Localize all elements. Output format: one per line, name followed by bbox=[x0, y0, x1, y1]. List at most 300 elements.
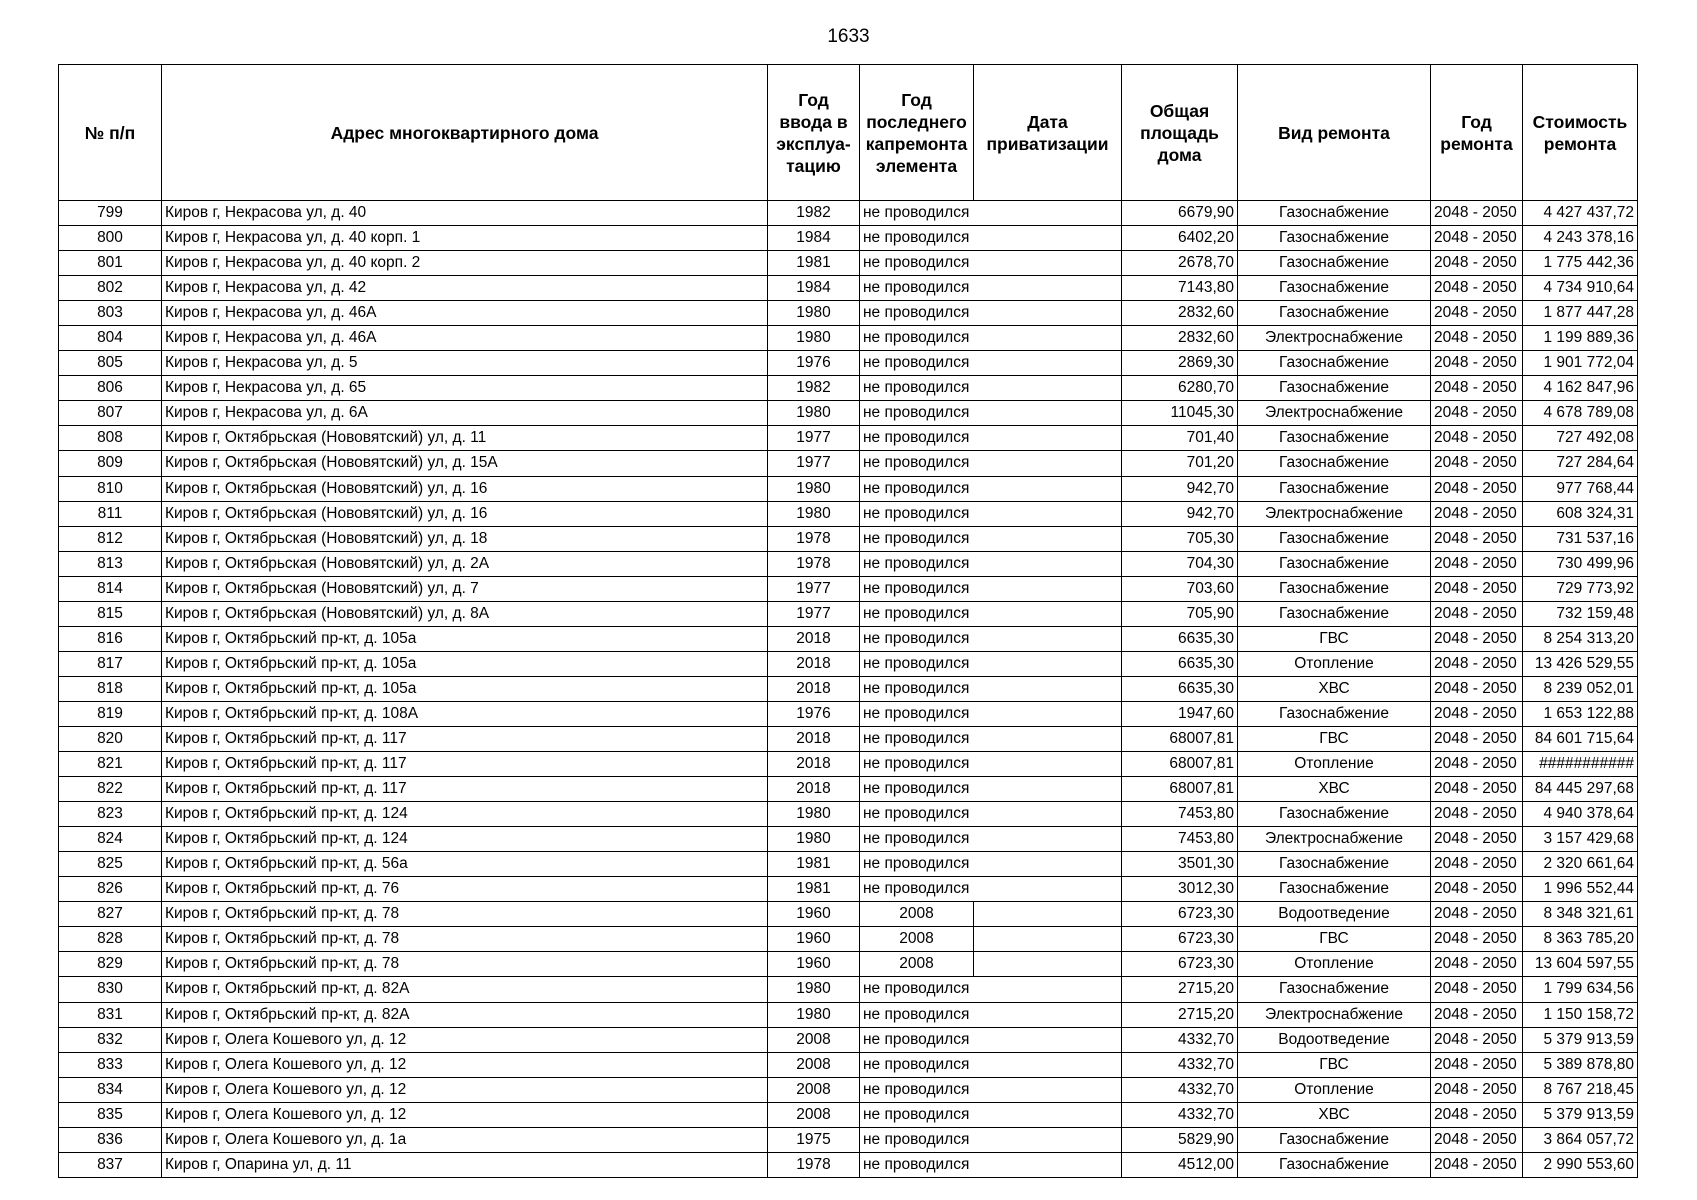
cell-repair-type: Газоснабжение bbox=[1238, 877, 1431, 902]
cell-repair-type: ГВС bbox=[1238, 626, 1431, 651]
cell-area: 6679,90 bbox=[1122, 201, 1238, 226]
cell-last-repair: не проводился bbox=[860, 1077, 974, 1102]
table-row bbox=[59, 726, 1638, 751]
cell-privatization bbox=[974, 1102, 1122, 1127]
table-row bbox=[59, 927, 1638, 952]
cell-year-built: 1978 bbox=[768, 551, 860, 576]
table-row bbox=[59, 852, 1638, 877]
cell-address: Киров г, Октябрьский пр-кт, д. 82А bbox=[162, 1002, 768, 1027]
table-row bbox=[59, 576, 1638, 601]
table-row bbox=[59, 977, 1638, 1002]
cell-address: Киров г, Октябрьский пр-кт, д. 56а bbox=[162, 852, 768, 877]
cell-area: 6635,30 bbox=[1122, 676, 1238, 701]
cell-cost: 84 445 297,68 bbox=[1523, 777, 1638, 802]
table-row bbox=[59, 651, 1638, 676]
cell-year-built: 1984 bbox=[768, 226, 860, 251]
cell-cost: 1 799 634,56 bbox=[1523, 977, 1638, 1002]
cell-address: Киров г, Олега Кошевого ул, д. 12 bbox=[162, 1052, 768, 1077]
cell-area: 942,70 bbox=[1122, 501, 1238, 526]
cell-last-repair: не проводился bbox=[860, 351, 974, 376]
cell-year-built: 1980 bbox=[768, 802, 860, 827]
cell-year-built: 2018 bbox=[768, 777, 860, 802]
cell-area: 7453,80 bbox=[1122, 802, 1238, 827]
cell-area: 6635,30 bbox=[1122, 651, 1238, 676]
table-row bbox=[59, 476, 1638, 501]
cell-address: Киров г, Октябрьский пр-кт, д. 117 bbox=[162, 777, 768, 802]
cell-repair-type: Отопление bbox=[1238, 651, 1431, 676]
cell-address: Киров г, Октябрьская (Нововятский) ул, д. 11 bbox=[162, 426, 768, 451]
cell-repair-type: Газоснабжение bbox=[1238, 852, 1431, 877]
cell-cost: 4 243 378,16 bbox=[1523, 226, 1638, 251]
cell-repair-year: 2048 - 2050 bbox=[1431, 1127, 1523, 1152]
cell-repair-year: 2048 - 2050 bbox=[1431, 251, 1523, 276]
cell-area: 3012,30 bbox=[1122, 877, 1238, 902]
cell-repair-type: Водоотведение bbox=[1238, 902, 1431, 927]
cell-year-built: 1960 bbox=[768, 927, 860, 952]
cell-cost: 1 653 122,88 bbox=[1523, 701, 1638, 726]
cell-cost: 727 284,64 bbox=[1523, 451, 1638, 476]
cell-num: 823 bbox=[59, 802, 162, 827]
cell-area: 6402,20 bbox=[1122, 226, 1238, 251]
cell-year-built: 1980 bbox=[768, 401, 860, 426]
cell-privatization bbox=[974, 1127, 1122, 1152]
cell-area: 4332,70 bbox=[1122, 1077, 1238, 1102]
cell-year-built: 1980 bbox=[768, 977, 860, 1002]
cell-area: 6723,30 bbox=[1122, 927, 1238, 952]
cell-privatization bbox=[974, 451, 1122, 476]
cell-last-repair: не проводился bbox=[860, 827, 974, 852]
page-number: 1633 bbox=[827, 26, 870, 47]
cell-year-built: 1982 bbox=[768, 201, 860, 226]
cell-num: 837 bbox=[59, 1152, 162, 1177]
cell-num: 832 bbox=[59, 1027, 162, 1052]
cell-last-repair: не проводился bbox=[860, 251, 974, 276]
cell-address: Киров г, Октябрьская (Нововятский) ул, д. 15А bbox=[162, 451, 768, 476]
header-cost: Стоимость ремонта bbox=[1523, 65, 1638, 201]
cell-last-repair: не проводился bbox=[860, 676, 974, 701]
cell-address: Киров г, Октябрьский пр-кт, д. 105а bbox=[162, 626, 768, 651]
cell-repair-year: 2048 - 2050 bbox=[1431, 701, 1523, 726]
cell-last-repair: не проводился bbox=[860, 551, 974, 576]
cell-num: 831 bbox=[59, 1002, 162, 1027]
cell-year-built: 1980 bbox=[768, 501, 860, 526]
cell-last-repair: 2008 bbox=[860, 952, 974, 977]
cell-privatization bbox=[974, 351, 1122, 376]
cell-privatization bbox=[974, 601, 1122, 626]
cell-area: 2832,60 bbox=[1122, 301, 1238, 326]
cell-num: 806 bbox=[59, 376, 162, 401]
cell-num: 829 bbox=[59, 952, 162, 977]
cell-repair-year: 2048 - 2050 bbox=[1431, 1152, 1523, 1177]
cell-num: 827 bbox=[59, 902, 162, 927]
cell-year-built: 1977 bbox=[768, 576, 860, 601]
cell-year-built: 1977 bbox=[768, 426, 860, 451]
cell-num: 807 bbox=[59, 401, 162, 426]
cell-repair-type: ГВС bbox=[1238, 1052, 1431, 1077]
cell-year-built: 2018 bbox=[768, 651, 860, 676]
cell-cost: 2 990 553,60 bbox=[1523, 1152, 1638, 1177]
cell-num: 822 bbox=[59, 777, 162, 802]
cell-repair-year: 2048 - 2050 bbox=[1431, 1102, 1523, 1127]
cell-repair-type: Газоснабжение bbox=[1238, 226, 1431, 251]
cell-last-repair: 2008 bbox=[860, 927, 974, 952]
cell-cost: 727 492,08 bbox=[1523, 426, 1638, 451]
cell-num: 834 bbox=[59, 1077, 162, 1102]
cell-year-built: 1981 bbox=[768, 852, 860, 877]
cell-num: 828 bbox=[59, 927, 162, 952]
cell-cost: 1 877 447,28 bbox=[1523, 301, 1638, 326]
cell-address: Киров г, Октябрьская (Нововятский) ул, д. 18 bbox=[162, 526, 768, 551]
cell-repair-type: Газоснабжение bbox=[1238, 1127, 1431, 1152]
cell-address: Киров г, Олега Кошевого ул, д. 12 bbox=[162, 1102, 768, 1127]
cell-repair-year: 2048 - 2050 bbox=[1431, 501, 1523, 526]
table-row bbox=[59, 902, 1638, 927]
cell-address: Киров г, Некрасова ул, д. 42 bbox=[162, 276, 768, 301]
table-row bbox=[59, 1102, 1638, 1127]
cell-address: Киров г, Некрасова ул, д. 40 bbox=[162, 201, 768, 226]
cell-privatization bbox=[974, 551, 1122, 576]
cell-address: Киров г, Октябрьский пр-кт, д. 78 bbox=[162, 952, 768, 977]
cell-address: Киров г, Октябрьский пр-кт, д. 124 bbox=[162, 827, 768, 852]
cell-num: 816 bbox=[59, 626, 162, 651]
cell-address: Киров г, Октябрьский пр-кт, д. 82А bbox=[162, 977, 768, 1002]
cell-last-repair: не проводился bbox=[860, 752, 974, 777]
cell-address: Киров г, Октябрьская (Нововятский) ул, д. 16 bbox=[162, 476, 768, 501]
cell-last-repair: не проводился bbox=[860, 1027, 974, 1052]
cell-repair-type: Газоснабжение bbox=[1238, 251, 1431, 276]
cell-repair-year: 2048 - 2050 bbox=[1431, 626, 1523, 651]
cell-area: 68007,81 bbox=[1122, 777, 1238, 802]
cell-repair-type: Газоснабжение bbox=[1238, 977, 1431, 1002]
cell-cost: 608 324,31 bbox=[1523, 501, 1638, 526]
cell-address: Киров г, Октябрьская (Нововятский) ул, д. 16 bbox=[162, 501, 768, 526]
cell-year-built: 1976 bbox=[768, 351, 860, 376]
cell-cost: ########### bbox=[1523, 752, 1638, 777]
cell-last-repair: не проводился bbox=[860, 201, 974, 226]
cell-privatization bbox=[974, 877, 1122, 902]
cell-address: Киров г, Октябрьский пр-кт, д. 124 bbox=[162, 802, 768, 827]
cell-last-repair: не проводился bbox=[860, 476, 974, 501]
cell-address: Киров г, Октябрьская (Нововятский) ул, д. 8А bbox=[162, 601, 768, 626]
table-row bbox=[59, 1027, 1638, 1052]
cell-year-built: 2008 bbox=[768, 1052, 860, 1077]
cell-repair-year: 2048 - 2050 bbox=[1431, 952, 1523, 977]
table-row bbox=[59, 301, 1638, 326]
cell-repair-type: Отопление bbox=[1238, 952, 1431, 977]
cell-cost: 84 601 715,64 bbox=[1523, 726, 1638, 751]
cell-num: 815 bbox=[59, 601, 162, 626]
cell-num: 830 bbox=[59, 977, 162, 1002]
cell-cost: 4 734 910,64 bbox=[1523, 276, 1638, 301]
cell-cost: 4 427 437,72 bbox=[1523, 201, 1638, 226]
cell-repair-type: Газоснабжение bbox=[1238, 601, 1431, 626]
cell-cost: 8 767 218,45 bbox=[1523, 1077, 1638, 1102]
cell-area: 703,60 bbox=[1122, 576, 1238, 601]
cell-year-built: 2008 bbox=[768, 1077, 860, 1102]
cell-last-repair: не проводился bbox=[860, 701, 974, 726]
cell-area: 705,30 bbox=[1122, 526, 1238, 551]
cell-repair-year: 2048 - 2050 bbox=[1431, 927, 1523, 952]
cell-repair-year: 2048 - 2050 bbox=[1431, 777, 1523, 802]
cell-last-repair: не проводился bbox=[860, 1102, 974, 1127]
cell-area: 4332,70 bbox=[1122, 1027, 1238, 1052]
cell-last-repair: не проводился bbox=[860, 1127, 974, 1152]
cell-last-repair: не проводился bbox=[860, 802, 974, 827]
cell-area: 704,30 bbox=[1122, 551, 1238, 576]
cell-cost: 13 604 597,55 bbox=[1523, 952, 1638, 977]
cell-privatization bbox=[974, 977, 1122, 1002]
table-row bbox=[59, 877, 1638, 902]
cell-address: Киров г, Некрасова ул, д. 46А bbox=[162, 326, 768, 351]
cell-area: 3501,30 bbox=[1122, 852, 1238, 877]
cell-num: 824 bbox=[59, 827, 162, 852]
cell-area: 6280,70 bbox=[1122, 376, 1238, 401]
cell-year-built: 1977 bbox=[768, 451, 860, 476]
table-row bbox=[59, 952, 1638, 977]
cell-repair-type: Газоснабжение bbox=[1238, 551, 1431, 576]
cell-repair-year: 2048 - 2050 bbox=[1431, 401, 1523, 426]
cell-area: 701,40 bbox=[1122, 426, 1238, 451]
cell-cost: 977 768,44 bbox=[1523, 476, 1638, 501]
cell-num: 836 bbox=[59, 1127, 162, 1152]
cell-address: Киров г, Октябрьский пр-кт, д. 78 bbox=[162, 902, 768, 927]
table-row bbox=[59, 376, 1638, 401]
cell-num: 826 bbox=[59, 877, 162, 902]
cell-area: 1947,60 bbox=[1122, 701, 1238, 726]
cell-repair-type: ГВС bbox=[1238, 927, 1431, 952]
cell-address: Киров г, Олега Кошевого ул, д. 1а bbox=[162, 1127, 768, 1152]
table-row bbox=[59, 526, 1638, 551]
cell-repair-year: 2048 - 2050 bbox=[1431, 326, 1523, 351]
cell-year-built: 1960 bbox=[768, 902, 860, 927]
cell-privatization bbox=[974, 226, 1122, 251]
cell-repair-year: 2048 - 2050 bbox=[1431, 351, 1523, 376]
table-row bbox=[59, 501, 1638, 526]
table-row bbox=[59, 451, 1638, 476]
cell-last-repair: не проводился bbox=[860, 401, 974, 426]
table-row bbox=[59, 777, 1638, 802]
table-row bbox=[59, 401, 1638, 426]
cell-area: 2715,20 bbox=[1122, 977, 1238, 1002]
cell-year-built: 2018 bbox=[768, 726, 860, 751]
table-row bbox=[59, 827, 1638, 852]
cell-cost: 8 363 785,20 bbox=[1523, 927, 1638, 952]
cell-year-built: 1975 bbox=[768, 1127, 860, 1152]
table-row bbox=[59, 601, 1638, 626]
cell-num: 801 bbox=[59, 251, 162, 276]
cell-repair-type: Отопление bbox=[1238, 752, 1431, 777]
cell-area: 2869,30 bbox=[1122, 351, 1238, 376]
cell-address: Киров г, Некрасова ул, д. 40 корп. 2 bbox=[162, 251, 768, 276]
cell-area: 4512,00 bbox=[1122, 1152, 1238, 1177]
cell-repair-year: 2048 - 2050 bbox=[1431, 226, 1523, 251]
table-row bbox=[59, 676, 1638, 701]
cell-address: Киров г, Олега Кошевого ул, д. 12 bbox=[162, 1077, 768, 1102]
cell-repair-type: Газоснабжение bbox=[1238, 301, 1431, 326]
cell-privatization bbox=[974, 301, 1122, 326]
cell-repair-year: 2048 - 2050 bbox=[1431, 476, 1523, 501]
cell-num: 821 bbox=[59, 752, 162, 777]
cell-address: Киров г, Октябрьский пр-кт, д. 76 bbox=[162, 877, 768, 902]
table-row bbox=[59, 1152, 1638, 1177]
cell-last-repair: не проводился bbox=[860, 376, 974, 401]
cell-year-built: 1980 bbox=[768, 301, 860, 326]
cell-num: 802 bbox=[59, 276, 162, 301]
cell-repair-year: 2048 - 2050 bbox=[1431, 726, 1523, 751]
cell-last-repair: не проводился bbox=[860, 501, 974, 526]
table-row bbox=[59, 201, 1638, 226]
cell-cost: 1 150 158,72 bbox=[1523, 1002, 1638, 1027]
header-privatization: Дата приватизации bbox=[974, 65, 1122, 201]
cell-year-built: 1978 bbox=[768, 526, 860, 551]
cell-privatization bbox=[974, 902, 1122, 927]
cell-repair-type: Газоснабжение bbox=[1238, 576, 1431, 601]
cell-privatization bbox=[974, 777, 1122, 802]
cell-area: 6723,30 bbox=[1122, 902, 1238, 927]
table-row bbox=[59, 626, 1638, 651]
cell-address: Киров г, Октябрьская (Нововятский) ул, д. 7 bbox=[162, 576, 768, 601]
cell-year-built: 2008 bbox=[768, 1102, 860, 1127]
cell-repair-type: Электроснабжение bbox=[1238, 1002, 1431, 1027]
table-row bbox=[59, 701, 1638, 726]
cell-repair-year: 2048 - 2050 bbox=[1431, 977, 1523, 1002]
cell-area: 4332,70 bbox=[1122, 1052, 1238, 1077]
cell-area: 6723,30 bbox=[1122, 952, 1238, 977]
cell-num: 835 bbox=[59, 1102, 162, 1127]
cell-repair-year: 2048 - 2050 bbox=[1431, 877, 1523, 902]
cell-privatization bbox=[974, 1077, 1122, 1102]
cell-cost: 731 537,16 bbox=[1523, 526, 1638, 551]
cell-repair-year: 2048 - 2050 bbox=[1431, 1052, 1523, 1077]
cell-privatization bbox=[974, 251, 1122, 276]
cell-privatization bbox=[974, 576, 1122, 601]
cell-repair-year: 2048 - 2050 bbox=[1431, 301, 1523, 326]
cell-privatization bbox=[974, 326, 1122, 351]
cell-privatization bbox=[974, 1052, 1122, 1077]
cell-repair-year: 2048 - 2050 bbox=[1431, 451, 1523, 476]
cell-cost: 730 499,96 bbox=[1523, 551, 1638, 576]
cell-area: 942,70 bbox=[1122, 476, 1238, 501]
cell-repair-year: 2048 - 2050 bbox=[1431, 802, 1523, 827]
cell-repair-type: ХВС bbox=[1238, 1102, 1431, 1127]
cell-cost: 3 864 057,72 bbox=[1523, 1127, 1638, 1152]
cell-num: 803 bbox=[59, 301, 162, 326]
cell-num: 812 bbox=[59, 526, 162, 551]
cell-repair-year: 2048 - 2050 bbox=[1431, 576, 1523, 601]
cell-last-repair: не проводился bbox=[860, 526, 974, 551]
cell-repair-year: 2048 - 2050 bbox=[1431, 276, 1523, 301]
cell-privatization bbox=[974, 201, 1122, 226]
cell-area: 68007,81 bbox=[1122, 752, 1238, 777]
cell-repair-type: Водоотведение bbox=[1238, 1027, 1431, 1052]
cell-repair-type: Газоснабжение bbox=[1238, 701, 1431, 726]
cell-cost: 4 940 378,64 bbox=[1523, 802, 1638, 827]
cell-area: 68007,81 bbox=[1122, 726, 1238, 751]
cell-repair-type: Отопление bbox=[1238, 1077, 1431, 1102]
cell-address: Киров г, Октябрьский пр-кт, д. 108А bbox=[162, 701, 768, 726]
cell-privatization bbox=[974, 927, 1122, 952]
cell-repair-type: Электроснабжение bbox=[1238, 501, 1431, 526]
cell-repair-year: 2048 - 2050 bbox=[1431, 426, 1523, 451]
cell-privatization bbox=[974, 852, 1122, 877]
cell-cost: 3 157 429,68 bbox=[1523, 827, 1638, 852]
cell-address: Киров г, Опарина ул, д. 11 bbox=[162, 1152, 768, 1177]
table-row bbox=[59, 326, 1638, 351]
cell-num: 818 bbox=[59, 676, 162, 701]
cell-area: 5829,90 bbox=[1122, 1127, 1238, 1152]
cell-area: 7453,80 bbox=[1122, 827, 1238, 852]
cell-privatization bbox=[974, 501, 1122, 526]
cell-num: 833 bbox=[59, 1052, 162, 1077]
header-last-repair: Год последнего капремонта элемента bbox=[860, 65, 974, 201]
cell-repair-type: Газоснабжение bbox=[1238, 476, 1431, 501]
table-row bbox=[59, 752, 1638, 777]
cell-num: 817 bbox=[59, 651, 162, 676]
cell-last-repair: не проводился bbox=[860, 977, 974, 1002]
header-address: Адрес многоквартирного дома bbox=[162, 65, 768, 201]
cell-address: Киров г, Олега Кошевого ул, д. 12 bbox=[162, 1027, 768, 1052]
cell-last-repair: не проводился bbox=[860, 451, 974, 476]
cell-privatization bbox=[974, 726, 1122, 751]
cell-year-built: 1980 bbox=[768, 476, 860, 501]
cell-repair-year: 2048 - 2050 bbox=[1431, 1002, 1523, 1027]
cell-cost: 5 379 913,59 bbox=[1523, 1027, 1638, 1052]
cell-repair-year: 2048 - 2050 bbox=[1431, 201, 1523, 226]
cell-repair-type: Газоснабжение bbox=[1238, 451, 1431, 476]
header-repair-year: Год ремонта bbox=[1431, 65, 1523, 201]
cell-address: Киров г, Некрасова ул, д. 65 bbox=[162, 376, 768, 401]
cell-privatization bbox=[974, 952, 1122, 977]
cell-repair-year: 2048 - 2050 bbox=[1431, 526, 1523, 551]
cell-address: Киров г, Октябрьская (Нововятский) ул, д. 2А bbox=[162, 551, 768, 576]
cell-year-built: 1981 bbox=[768, 877, 860, 902]
header-year-built: Год ввода в эксплуа-тацию bbox=[768, 65, 860, 201]
cell-year-built: 2008 bbox=[768, 1027, 860, 1052]
table-row bbox=[59, 226, 1638, 251]
cell-area: 2678,70 bbox=[1122, 251, 1238, 276]
cell-last-repair: не проводился bbox=[860, 877, 974, 902]
cell-num: 810 bbox=[59, 476, 162, 501]
cell-repair-year: 2048 - 2050 bbox=[1431, 676, 1523, 701]
cell-repair-type: Электроснабжение bbox=[1238, 401, 1431, 426]
cell-num: 805 bbox=[59, 351, 162, 376]
cell-num: 813 bbox=[59, 551, 162, 576]
table-row bbox=[59, 1077, 1638, 1102]
cell-privatization bbox=[974, 626, 1122, 651]
cell-repair-year: 2048 - 2050 bbox=[1431, 827, 1523, 852]
cell-privatization bbox=[974, 701, 1122, 726]
cell-last-repair: не проводился bbox=[860, 426, 974, 451]
table-row bbox=[59, 802, 1638, 827]
cell-year-built: 1980 bbox=[768, 326, 860, 351]
cell-area: 6635,30 bbox=[1122, 626, 1238, 651]
cell-privatization bbox=[974, 476, 1122, 501]
cell-privatization bbox=[974, 426, 1122, 451]
cell-privatization bbox=[974, 802, 1122, 827]
cell-repair-year: 2048 - 2050 bbox=[1431, 902, 1523, 927]
cell-repair-year: 2048 - 2050 bbox=[1431, 651, 1523, 676]
cell-repair-year: 2048 - 2050 bbox=[1431, 601, 1523, 626]
cell-area: 7143,80 bbox=[1122, 276, 1238, 301]
cell-address: Киров г, Октябрьский пр-кт, д. 105а bbox=[162, 676, 768, 701]
cell-privatization bbox=[974, 276, 1122, 301]
cell-repair-year: 2048 - 2050 bbox=[1431, 752, 1523, 777]
cell-repair-type: ГВС bbox=[1238, 726, 1431, 751]
cell-num: 800 bbox=[59, 226, 162, 251]
table-row bbox=[59, 1002, 1638, 1027]
cell-last-repair: не проводился bbox=[860, 1152, 974, 1177]
cell-num: 804 bbox=[59, 326, 162, 351]
